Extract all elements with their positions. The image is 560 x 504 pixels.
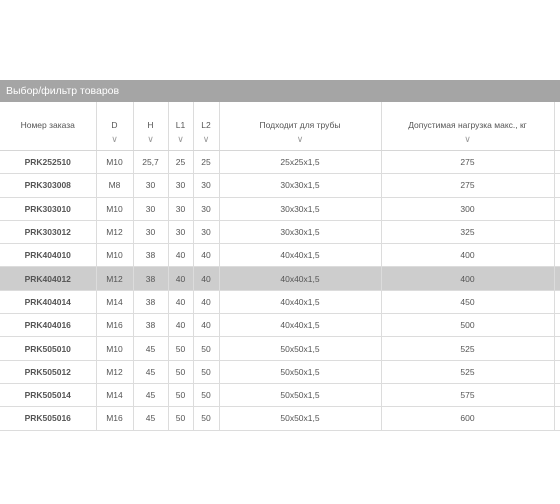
table-cell: 600 (381, 407, 554, 430)
table-cell: 40 (168, 314, 193, 337)
table-cell: M16 (96, 407, 133, 430)
table-cell-extra (554, 220, 560, 243)
table-cell: 50x50x1,5 (219, 407, 381, 430)
column-header-l1[interactable] (168, 102, 193, 151)
table-cell: 25 (168, 151, 193, 174)
column-header-label: D (111, 120, 118, 130)
column-header-label: L2 (201, 120, 211, 130)
panel-title: Выбор/фильтр товаров (0, 80, 560, 102)
order-number-cell[interactable]: PRK404016 (0, 314, 96, 337)
order-number-cell[interactable]: PRK303008 (0, 174, 96, 197)
table-row[interactable] (0, 174, 560, 197)
column-header-label: Номер заказа (20, 120, 75, 130)
table-cell: 50 (193, 337, 219, 360)
table-cell: 38 (133, 314, 168, 337)
table-cell-extra (554, 197, 560, 220)
table-cell-extra (554, 244, 560, 267)
column-header-label: Подходит для трубы (259, 120, 341, 130)
table-cell-extra (554, 267, 560, 290)
table-cell: M12 (96, 220, 133, 243)
chevron-down-icon[interactable]: ∨ (296, 134, 304, 144)
table-cell: M14 (96, 383, 133, 406)
chevron-down-icon[interactable]: ∨ (202, 134, 210, 144)
column-header-label: H (147, 120, 154, 130)
table-cell: 45 (133, 337, 168, 360)
table-cell: 38 (133, 244, 168, 267)
table-cell: 50 (168, 360, 193, 383)
table-cell: 45 (133, 360, 168, 383)
table-cell: 30 (133, 174, 168, 197)
table-row[interactable] (0, 337, 560, 360)
table-cell: 40 (168, 290, 193, 313)
table-body (0, 151, 560, 431)
table-wrapper (0, 102, 560, 431)
chevron-down-icon[interactable]: ∨ (464, 134, 471, 144)
product-filter-panel (0, 80, 560, 431)
table-cell: M10 (96, 151, 133, 174)
table-cell: 40 (168, 244, 193, 267)
order-number-cell[interactable]: PRK303010 (0, 197, 96, 220)
column-header-order-number[interactable] (0, 102, 96, 151)
table-cell: 40 (193, 290, 219, 313)
table-cell: 30 (168, 174, 193, 197)
table-cell: 400 (381, 267, 554, 290)
order-number-cell[interactable]: PRK404014 (0, 290, 96, 313)
table-row[interactable] (0, 244, 560, 267)
table-cell: 45 (133, 407, 168, 430)
table-cell: 40 (168, 267, 193, 290)
table-cell: 25x25x1,5 (219, 151, 381, 174)
table-cell: 38 (133, 267, 168, 290)
table-cell: 50 (193, 360, 219, 383)
table-cell: 50x50x1,5 (219, 360, 381, 383)
table-row[interactable] (0, 267, 560, 290)
table-cell: 575 (381, 383, 554, 406)
table-cell: M12 (96, 267, 133, 290)
table-cell: 30 (168, 197, 193, 220)
table-row[interactable] (0, 151, 560, 174)
table-cell: 30 (193, 220, 219, 243)
table-cell: 40 (193, 314, 219, 337)
table-cell-extra (554, 407, 560, 430)
table-cell: 40x40x1,5 (219, 267, 381, 290)
table-cell: 50 (168, 337, 193, 360)
table-cell: 38 (133, 290, 168, 313)
column-header-label: Допустимая нагрузка макс., кг (408, 120, 527, 130)
chevron-down-icon[interactable]: ∨ (147, 134, 154, 144)
table-cell: 40 (193, 244, 219, 267)
table-row[interactable] (0, 290, 560, 313)
column-header-pipe[interactable] (219, 102, 381, 151)
table-cell: 40x40x1,5 (219, 314, 381, 337)
table-cell-extra (554, 337, 560, 360)
table-row[interactable] (0, 314, 560, 337)
table-row[interactable] (0, 220, 560, 243)
column-header-label: L1 (175, 120, 186, 130)
order-number-cell[interactable]: PRK252510 (0, 151, 96, 174)
table-cell: 50 (193, 407, 219, 430)
table-cell: 450 (381, 290, 554, 313)
table-row[interactable] (0, 197, 560, 220)
order-number-cell[interactable]: PRK404012 (0, 267, 96, 290)
order-number-cell[interactable]: PRK505010 (0, 337, 96, 360)
table-cell: 30 (193, 174, 219, 197)
table-row[interactable] (0, 407, 560, 430)
table-cell: 30 (133, 197, 168, 220)
table-cell: 50x50x1,5 (219, 337, 381, 360)
table-cell-extra (554, 290, 560, 313)
table-cell: 525 (381, 360, 554, 383)
column-header-max-load[interactable] (381, 102, 554, 151)
product-table (0, 102, 560, 431)
table-cell: 30x30x1,5 (219, 197, 381, 220)
table-cell: M10 (96, 337, 133, 360)
table-cell: 45 (133, 383, 168, 406)
order-number-cell[interactable]: PRK505012 (0, 360, 96, 383)
table-row[interactable] (0, 360, 560, 383)
table-cell: 400 (381, 244, 554, 267)
chevron-down-icon[interactable]: ∨ (111, 134, 118, 144)
table-cell: 30 (133, 220, 168, 243)
table-cell: M14 (96, 290, 133, 313)
order-number-cell[interactable]: PRK505014 (0, 383, 96, 406)
table-cell: 50 (168, 407, 193, 430)
table-cell: 40 (193, 267, 219, 290)
table-cell: M12 (96, 360, 133, 383)
table-cell: 40x40x1,5 (219, 290, 381, 313)
table-row[interactable] (0, 383, 560, 406)
table-cell: M16 (96, 314, 133, 337)
column-header-l2[interactable] (193, 102, 219, 151)
table-cell-extra (554, 360, 560, 383)
table-cell: 500 (381, 314, 554, 337)
table-cell: 325 (381, 220, 554, 243)
table-cell: 300 (381, 197, 554, 220)
table-cell: 30 (193, 197, 219, 220)
column-header-extra (554, 102, 560, 151)
table-cell: 50 (168, 383, 193, 406)
table-header-row (0, 102, 560, 151)
table-cell: 40x40x1,5 (219, 244, 381, 267)
column-header-d[interactable] (96, 102, 133, 151)
table-cell: 275 (381, 151, 554, 174)
table-cell: 30 (168, 220, 193, 243)
table-cell-extra (554, 314, 560, 337)
column-header-h[interactable] (133, 102, 168, 151)
order-number-cell[interactable]: PRK404010 (0, 244, 96, 267)
table-cell-extra (554, 383, 560, 406)
table-cell: 25 (193, 151, 219, 174)
table-cell: M10 (96, 197, 133, 220)
table-cell: 50 (193, 383, 219, 406)
table-cell: 525 (381, 337, 554, 360)
table-cell: 30x30x1,5 (219, 174, 381, 197)
table-cell: 50x50x1,5 (219, 383, 381, 406)
table-cell: M8 (96, 174, 133, 197)
table-cell: 25,7 (133, 151, 168, 174)
order-number-cell[interactable]: PRK303012 (0, 220, 96, 243)
table-cell: M10 (96, 244, 133, 267)
table-cell-extra (554, 151, 560, 174)
order-number-cell[interactable]: PRK505016 (0, 407, 96, 430)
chevron-down-icon[interactable]: ∨ (177, 134, 184, 144)
table-cell: 275 (381, 174, 554, 197)
table-cell: 30x30x1,5 (219, 220, 381, 243)
table-cell-extra (554, 174, 560, 197)
